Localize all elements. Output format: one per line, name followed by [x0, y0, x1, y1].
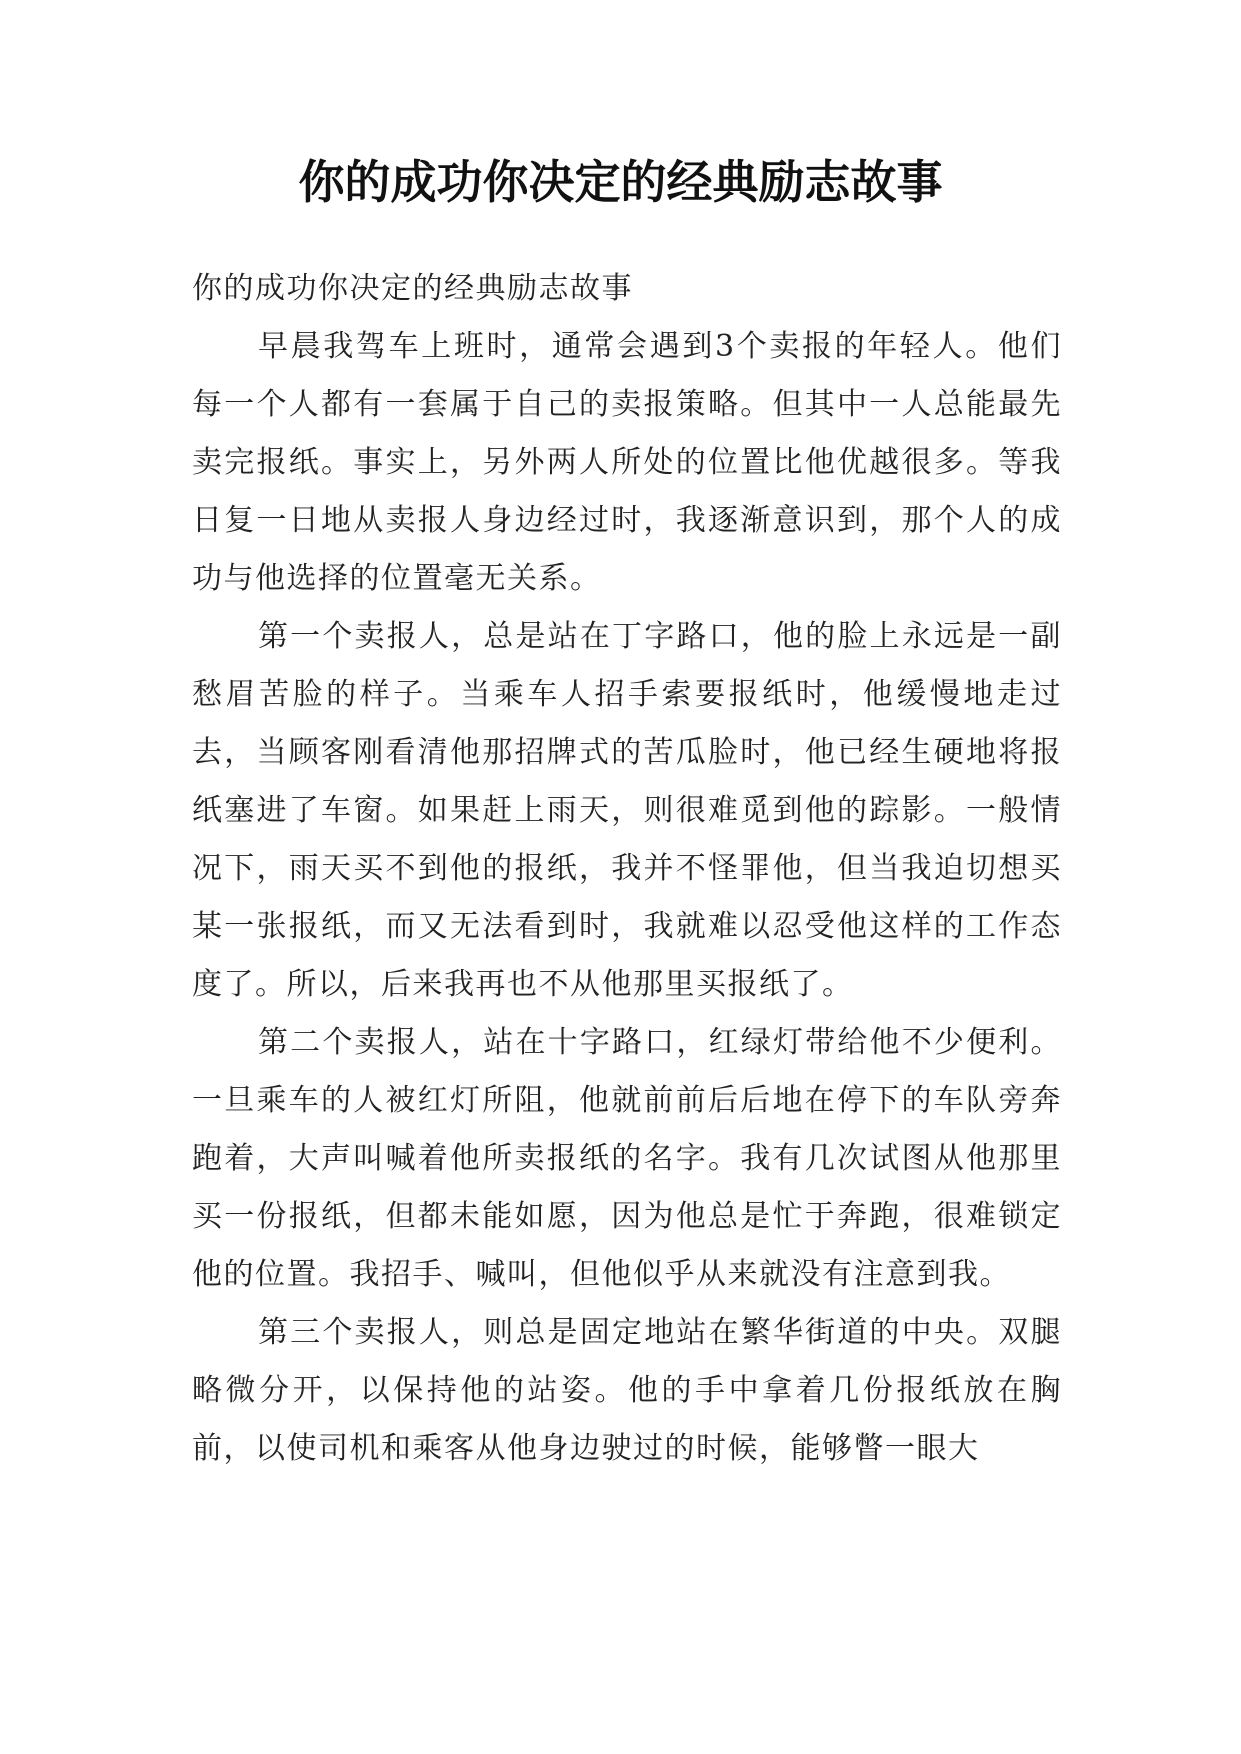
paragraph-4: 第三个卖报人，则总是固定地站在繁华街道的中央。双腿略微分开，以保持他的站姿。他的手中拿着几份报纸放在胸前，以使司机和乘客从他身边驶过的时候，能够瞥一眼大: [192, 1315, 1062, 1466]
document-subtitle: 你的成功你决定的经典励志故事: [192, 271, 633, 306]
paragraph-3: 第二个卖报人，站在十字路口，红绿灯带给他不少便利。一旦乘车的人被红灯所阻，他就前前后后地在停下的车队旁奔跑着，大声叫喊着他所卖报纸的名字。我有几次试图从他那里买一份报纸，但都未能如愿，因为他总是忙于奔跑，很难锁定他的位置。我招手、喊叫，但他似乎从来就没有注意到我。: [192, 1025, 1062, 1292]
document-body: [192, 260, 1062, 1478]
paragraph-1: 早晨我驾车上班时，通常会遇到3个卖报的年轻人。他们每一个人都有一套属于自己的卖报策略。但其中一人总能最先卖完报纸。事实上，另外两人所处的位置比他优越很多。等我日复一日地从卖报人身边经过时，我逐渐意识到，那个人的成功与他选择的位置毫无关系。: [192, 329, 1062, 596]
paragraph-2: 第一个卖报人，总是站在丁字路口，他的脸上永远是一副愁眉苦脸的样子。当乘车人招手索要报纸时，他缓慢地走过去，当顾客刚看清他那招牌式的苦瓜脸时，他已经生硬地将报纸塞进了车窗。如果赶上雨天，则很难觅到他的踪影。一般情况下，雨天买不到他的报纸，我并不怪罪他，但当我迫切想买某一张报纸，而又无法看到时，我就难以忍受他这样的工作态度了。所以，后来我再也不从他那里买报纸了。: [192, 619, 1062, 1002]
document-title: 你的成功你决定的经典励志故事: [298, 155, 943, 209]
